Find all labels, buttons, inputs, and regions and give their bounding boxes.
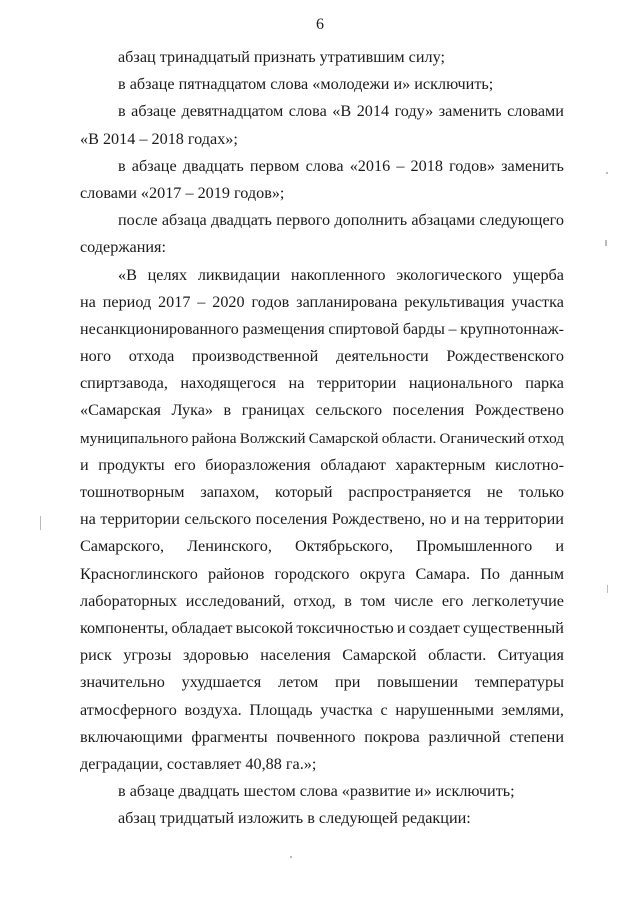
word: в <box>118 156 126 175</box>
word: заменить <box>438 102 502 121</box>
word: девятнадцатом <box>181 102 284 121</box>
word: Самарской <box>308 429 379 447</box>
document-body <box>80 44 564 832</box>
text-line <box>80 642 564 669</box>
word: на <box>80 510 96 529</box>
text-line <box>80 370 564 397</box>
word: компоненты, <box>80 618 169 637</box>
word: Красноглинского <box>80 564 198 583</box>
word: слова <box>305 156 344 175</box>
word: и <box>80 455 89 474</box>
word: отхода <box>128 347 175 366</box>
word: парка <box>525 374 564 393</box>
word: территории <box>316 374 397 393</box>
word: годов <box>251 292 290 311</box>
word: токсичностью <box>296 618 394 637</box>
text-line <box>80 289 564 316</box>
word: муниципального <box>80 429 189 447</box>
text-line <box>80 262 564 289</box>
word: абзаце <box>131 102 177 121</box>
word: лабораторных <box>80 591 178 610</box>
word: в <box>118 102 126 121</box>
text-line <box>80 98 564 125</box>
word: воздуха. <box>184 700 242 719</box>
word: слова <box>288 102 327 121</box>
word: легкoлетучие <box>471 591 564 610</box>
word: Самарской <box>342 646 417 665</box>
word: 2018 <box>410 156 443 175</box>
word: только <box>518 483 564 501</box>
text-line <box>80 588 564 615</box>
page-number: 6 <box>316 16 324 33</box>
word: значительно <box>80 673 165 692</box>
word: в <box>223 401 232 420</box>
text-line <box>80 425 564 452</box>
word: тошнотворным <box>80 483 185 501</box>
word: период <box>102 292 152 311</box>
word: деятельности <box>336 347 429 366</box>
word: распространяется <box>348 483 472 501</box>
word: на <box>80 292 96 311</box>
word: высокой <box>235 618 294 637</box>
word: границах <box>241 401 305 420</box>
word: Промышленного <box>416 537 533 556</box>
word: запахом, <box>200 483 260 501</box>
word: и <box>450 510 460 529</box>
word: на <box>288 374 305 393</box>
word: годов» <box>449 156 495 175</box>
text-line <box>80 561 564 588</box>
word: Ситуация <box>497 646 564 665</box>
word: находящегося <box>180 374 277 393</box>
word: его <box>441 591 464 610</box>
word: Самара. <box>415 564 471 583</box>
word: спиртзавода, <box>80 374 168 393</box>
word: году» <box>394 102 434 121</box>
word: накопленного <box>290 265 386 284</box>
word: – <box>396 156 405 175</box>
word: «В <box>332 102 352 121</box>
word: на <box>464 510 480 529</box>
word: абзацами <box>411 211 476 230</box>
word: Октябрьского, <box>294 537 394 556</box>
word: «2016 <box>349 156 391 175</box>
word: не <box>486 483 503 501</box>
word: Лука» <box>171 401 214 420</box>
text-line: абзац тринадцатый признать утратившим силу; <box>118 48 445 66</box>
word: ущерба <box>512 265 564 284</box>
word: крупнотоннаж- <box>460 320 564 338</box>
word: запланирована <box>296 292 398 311</box>
word: но <box>429 510 447 529</box>
word: продукты <box>98 455 165 474</box>
word: данным <box>510 564 564 583</box>
word: – <box>448 320 457 338</box>
word: рекультивация <box>404 292 505 311</box>
text-line <box>80 479 564 506</box>
word: степени <box>509 727 564 746</box>
word: абзаца <box>161 211 207 230</box>
word: который <box>275 483 333 501</box>
word: его <box>174 455 196 474</box>
scan-mark <box>40 516 41 530</box>
word: Площадь <box>249 700 313 719</box>
word: 2014 <box>356 102 390 121</box>
word: в <box>344 591 352 610</box>
text-line <box>80 724 564 751</box>
text-line: деградации, составляет 40,88 га.»; <box>80 754 317 773</box>
word: участка <box>511 292 564 311</box>
text-line: содержания: <box>80 238 166 257</box>
word: здоровью <box>183 646 249 665</box>
word: следующего <box>479 211 564 230</box>
word: температуры <box>474 673 564 692</box>
word: отход, <box>293 591 336 610</box>
word: словами <box>507 102 564 121</box>
word: существенный <box>463 618 564 637</box>
text-line <box>80 316 564 343</box>
word: области. <box>381 429 437 447</box>
text-line <box>80 669 564 696</box>
word: Рождествено <box>474 401 564 420</box>
word: обладает <box>171 618 233 637</box>
word: и <box>555 537 564 556</box>
word: фрагменты <box>191 727 268 746</box>
word: производственной <box>191 347 319 366</box>
word: Рождествено, <box>331 510 426 529</box>
text-line: абзац тридцатый изложить в следующей редакции: <box>118 809 471 828</box>
word: включающими <box>80 727 183 746</box>
word: риск <box>80 646 112 665</box>
word: национального <box>408 374 513 393</box>
scan-mark <box>605 240 607 246</box>
word: почвенного <box>276 727 356 746</box>
word: 2017 <box>158 292 191 311</box>
text-line <box>80 452 564 479</box>
text-line: «В 2014 – 2018 годах»; <box>80 129 238 148</box>
word: землями, <box>501 700 564 719</box>
word: сельского <box>184 510 252 529</box>
word: атмосферного <box>80 700 177 719</box>
word: том <box>360 591 386 610</box>
word: отход <box>528 429 564 447</box>
word: территории <box>100 510 180 529</box>
word: обладают <box>320 455 386 474</box>
word: поселения <box>255 510 328 529</box>
word: характерным <box>395 455 486 474</box>
text-line <box>80 506 564 533</box>
word: угрозы <box>123 646 172 665</box>
text-line: в абзаце пятнадцатом слова «молодежи и» исключить; <box>118 75 494 94</box>
word: числе <box>393 591 434 610</box>
word: летом <box>278 673 319 692</box>
text-line <box>80 697 564 724</box>
word: первом <box>249 156 300 175</box>
word: области. <box>428 646 487 665</box>
word: покрова <box>364 727 420 746</box>
word: различной <box>428 727 501 746</box>
text-line: словами «2017 – 2019 годов»; <box>80 183 285 202</box>
word: после <box>118 211 158 230</box>
word: экологического <box>396 265 502 284</box>
text-line <box>80 153 564 180</box>
word: округа <box>359 564 406 583</box>
word: первого <box>276 211 331 230</box>
text-line <box>80 207 564 234</box>
word: населения <box>260 646 331 665</box>
word: городского <box>274 564 350 583</box>
word: участка <box>320 700 373 719</box>
word: Волжский <box>239 429 306 447</box>
word: Рождественского <box>446 347 564 366</box>
text-line <box>80 343 564 370</box>
word: при <box>334 673 361 692</box>
word: заменить <box>501 156 564 175</box>
scan-mark <box>607 585 608 593</box>
word: районов <box>208 564 265 583</box>
word: двадцать <box>182 156 244 175</box>
word: «Самарская <box>80 401 161 420</box>
word: спиртовой <box>328 320 400 338</box>
word: ликвидации <box>197 265 281 284</box>
word: нарушенными <box>395 700 494 719</box>
word: и <box>396 618 406 637</box>
scan-mark <box>290 856 292 858</box>
word: 2020 <box>212 292 245 311</box>
word: Ленинского, <box>187 537 272 556</box>
word: По <box>480 564 500 583</box>
text-line: в абзаце двадцать шестом слова «развитие и» исключить; <box>118 782 515 801</box>
word: целях <box>147 265 188 284</box>
word: размещения <box>242 320 325 338</box>
text-line <box>80 533 564 560</box>
word: кислотно- <box>495 455 564 474</box>
text-line <box>80 615 564 642</box>
word: «В <box>118 265 137 284</box>
word: двадцать <box>210 211 272 230</box>
word: – <box>197 292 206 311</box>
word: повышении <box>377 673 459 692</box>
word: поселения <box>392 401 465 420</box>
word: абзаце <box>131 156 177 175</box>
word: Оганический <box>439 429 525 447</box>
word: Самарского, <box>80 537 165 556</box>
word: биоразложения <box>205 455 311 474</box>
text-line <box>80 397 564 424</box>
scan-mark <box>606 172 608 174</box>
word: сельского <box>315 401 383 420</box>
word: ного <box>80 347 112 366</box>
word: ухудшается <box>181 673 262 692</box>
word: дополнить <box>334 211 408 230</box>
word: исследований, <box>185 591 285 610</box>
word: создает <box>408 618 460 637</box>
word: барды <box>402 320 445 338</box>
word: с <box>380 700 388 719</box>
word: района <box>191 429 237 447</box>
word: несанкционированного <box>80 320 239 338</box>
word: территории <box>484 510 564 529</box>
